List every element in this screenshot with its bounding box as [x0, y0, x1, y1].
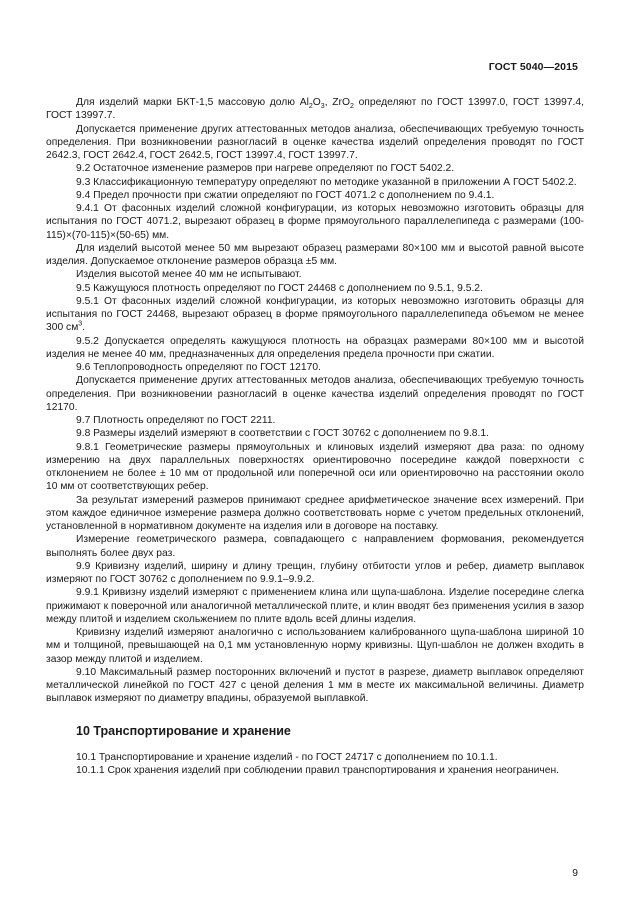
paragraph: Допускается применение других аттестованных методов анализа, обеспечивающих требуемую точность определения. При возникновении разногласий в оценке качества изделий определения проводят по ГОСТ 2642.3, ГОСТ 2642.4, ГОСТ 2642.5, ГОСТ 13997.4, ГОСТ 13997.7. — [46, 123, 584, 161]
paragraph: 9.9.1 Кривизну изделий измеряют с применением клина или щупа-шаблона. Изделие посередине слегка прижимают к поверочной или аналогичной металлической плите, и клин вводят без применения усилия в зазор между плитой и изделием скольжением по плите вдоль всей длины изделия. — [46, 587, 584, 625]
paragraph: 9.8.1 Геометрические размеры прямоугольных и клиновых изделий измеряют два раза: по одному измерению на двух параллельных поверхностях ориентировочно посередине каждой поверхности с отклонением не более ± 10 мм от продольной или поперечной оси или ориентировочно на расстоянии около 10 мм от соответствующих ребер. — [46, 441, 584, 493]
paragraph: 10.1 Транспортирование и хранение изделий - по ГОСТ 24717 с дополнением по 10.1.1. — [76, 751, 498, 763]
paragraph: Допускается применение других аттестованных методов анализа, обеспечивающих требуемую точность определения. При возникновении разногласий в оценке качества изделий определения проводят по ГОСТ 12170. — [46, 375, 584, 413]
paragraph: 9.8 Размеры изделий измеряют в соответствии с ГОСТ 30762 с дополнением по 9.8.1. — [76, 428, 489, 440]
paragraph: 9.4 Предел прочности при сжатии определяют по ГОСТ 4071.2 с дополнением по 9.4.1. — [76, 189, 495, 201]
paragraph: Для изделий высотой менее 50 мм вырезают образец размерами 80×100 мм и высотой равной высоте изделия. Допускаемое отклонение размеров образца ±5 мм. — [46, 242, 584, 267]
paragraph: 9.3 Классификационную температуру определяют по методике указанной в приложении А ГОСТ 5402.2. — [76, 176, 577, 188]
paragraph: 9.4.1 От фасонных изделий сложной конфигурации, из которых невозможно изготовить образцы для испытания по ГОСТ 4071.2, вырезают образец в форме прямоугольного параллелепипеда с размерами (100-115)×(70-115)×(50-65) мм. — [46, 203, 584, 241]
paragraph: Измерение геометрического размера, совпадающего с направлением формования, рекомендуется выполнять более двух раз. — [46, 534, 584, 559]
paragraph: 9.6 Теплопроводность определяют по ГОСТ 12170. — [76, 362, 321, 373]
paragraph: Кривизну изделий измеряют аналогично с использованием калиброванного щупа-шаблона шириной 10 мм и толщиной, превышающей на 0,1 мм установленную норму кривизны. Щуп-шаблон не должен входить в зазор между плитой и изделием. — [46, 627, 584, 665]
document-code-header: ГОСТ 5040—2015 — [488, 61, 578, 73]
paragraph: 9.10 Максимальный размер посторонних включений и пустот в разрезе, диаметр выплавок определяют металлической линейкой по ГОСТ 427 с ценой деления 1 мм в месте их максимальной величины. Диаметр выплавок измеряют по диаметру впадины, образуемой выплавкой. — [46, 666, 584, 705]
page-content — [46, 96, 584, 777]
paragraph: 10.1.1 Срок хранения изделий при соблюдении правил транспортирования и хранения неограничен. — [76, 764, 560, 776]
page-number: 9 — [572, 868, 578, 879]
paragraph: 9.7 Плотность определяют по ГОСТ 2211. — [76, 415, 276, 426]
paragraph: 9.2 Остаточное изменение размеров при нагреве определяют по ГОСТ 5402.2. — [76, 163, 455, 175]
paragraph: 9.5.2 Допускается определять кажущуюся плотность на образцах размерами 80×100 мм и высотой изделия не менее 40 мм, предназначенных для определения предела прочности при сжатии. — [46, 335, 584, 360]
section-10-heading: 10 Транспортирование и хранение — [76, 723, 291, 738]
paragraph: 9.9 Кривизну изделий, ширину и длину трещин, глубину отбитости углов и ребер, диаметр выплавок измеряют по ГОСТ 30762 с дополнением по 9.9.1–9.9.2. — [46, 560, 584, 585]
paragraph-volume: 9.5.1 От фасонных изделий сложной конфигурации, из которых невозможно изготовить образцы для испытания по ГОСТ 24468, вырезают образец в форме прямоугольного параллелепипеда объемом не менее 300 $см^3$. — [46, 295, 584, 334]
paragraph: Изделия высотой менее 40 мм не испытывают. — [76, 269, 302, 281]
paragraph: 9.5 Кажущуюся плотность определяют по ГОСТ 24468 с дополнением по 9.5.1, 9.5.2. — [76, 282, 483, 294]
paragraph-alzr-composition: Для изделий марки БКТ-1,5 массовую долю $Al_2O_3$, ZrO$_2$ определяют по ГОСТ 13997.0, ГОСТ 13997.4, ГОСТ 13997.7. — [46, 97, 584, 122]
paragraph: За результат измерений размеров принимают среднее арифметическое значение всех измерений. При этом каждое единичное измерение размера должно соответствовать норме с учетом предельных отклонений, установленной в нормативном документе на изделия или в договоре на поставку. — [46, 494, 584, 532]
